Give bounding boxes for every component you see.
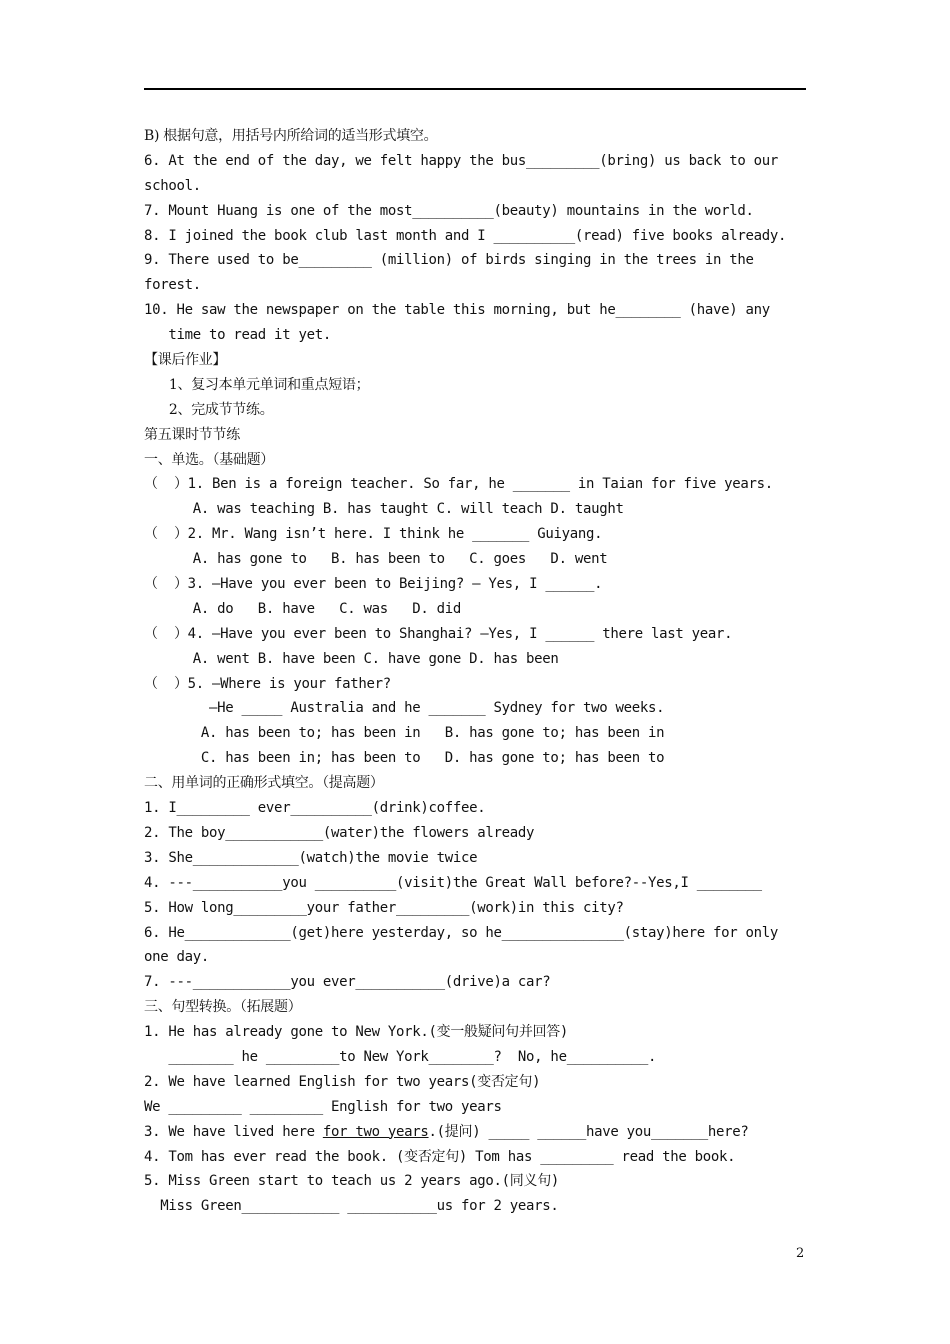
options-line: A. do B. have C. was D. did (144, 600, 462, 617)
exercise-line (144, 1120, 814, 1145)
exercise-line: 4. ---___________you __________(visit)the Great Wall before?--Yes,I ________ (144, 874, 762, 891)
question-line: —He _____ Australia and he _______ Sydney for two weeks. (144, 700, 665, 717)
exercise-line: 4. Tom has ever read the book. (变否定句) Tom has _________ read the book. (144, 1148, 736, 1165)
homework-item: 2、完成节节练。 (144, 401, 274, 418)
options-line: A. has gone to B. has been to C. goes D. went (144, 551, 608, 568)
exercise-line: Miss Green____________ ___________us for 2 years. (144, 1198, 559, 1215)
exercise-line: 2. We have learned English for two years(变否定句) (144, 1073, 541, 1090)
exercise-line: We _________ _________ English for two years (144, 1098, 502, 1115)
question-line: （ ）3. —Have you ever been to Beijing? — Yes, I ______. (144, 576, 603, 593)
section-heading: 一、单选。（基础题） (144, 451, 274, 468)
exercise-line: school. (144, 177, 201, 194)
lesson-title: 第五课时节节练 (144, 426, 240, 443)
exercise-line: 7. ---____________you ever___________(drive)a car? (144, 974, 551, 991)
exercise-line: forest. (144, 277, 201, 294)
question-line: （ ）4. —Have you ever been to Shanghai? —Yes, I ______ there last year. (144, 625, 733, 642)
homework-item: 1、复习本单元单词和重点短语； (144, 376, 370, 393)
options-line: A. went B. have been C. have gone D. has been (144, 650, 559, 667)
section-heading: 二、用单词的正确形式填空。（提高题） (144, 775, 384, 792)
question-line: （ ）5. —Where is your father? (144, 675, 391, 692)
homework-heading: 【课后作业】 (144, 352, 227, 369)
page-number: 2 (796, 1246, 805, 1261)
section-heading: 三、句型转换。（拓展题） (144, 999, 302, 1016)
exercise-line: 2. The boy____________(water)the flowers already (144, 824, 535, 841)
exercise-line: 3. She_____________(watch)the movie twice (144, 849, 478, 866)
exercise-line: ________ he _________to New York________? No, he__________. (144, 1048, 657, 1065)
exercise-line: 9. There used to be_________ (million) of birds singing in the trees in the (144, 252, 754, 269)
exercise-line: 7. Mount Huang is one of the most__________(beauty) mountains in the world. (144, 202, 754, 219)
exercise-line: 10. He saw the newspaper on the table this morning, but he________ (have) any (144, 302, 770, 319)
exercise-line: one day. (144, 949, 210, 966)
exercise-line: 6. He_____________(get)here yesterday, so he_______________(stay)here for only (144, 924, 779, 941)
options-line: C. has been in; has been to D. has gone to; has been to (144, 750, 665, 767)
exercise-text: .(提问) _____ ______have you_______here? (428, 1123, 749, 1140)
question-line: （ ）2. Mr. Wang isn’t here. I think he _______ Guiyang. (144, 526, 603, 543)
header-rule (144, 88, 806, 90)
exercise-line: 5. How long_________your father_________(work)in this city? (144, 899, 624, 916)
options-line: A. was teaching B. has taught C. will teach D. taught (144, 501, 624, 518)
exercise-line: 6. At the end of the day, we felt happy the bus_________(bring) us back to our (144, 152, 779, 169)
exercise-line: 8. I joined the book club last month and I __________(read) five books already. (144, 227, 787, 244)
underlined-phrase: for two years (322, 1123, 429, 1140)
question-line: （ ）1. Ben is a foreign teacher. So far, he _______ in Taian for five years. (144, 476, 773, 493)
exercise-line: 5. Miss Green start to teach us 2 years ago.(同义句) (144, 1173, 560, 1190)
options-line: A. has been to; has been in B. has gone to; has been in (144, 725, 665, 742)
section-b-instruction: B) 根据句意，用括号内所给词的适当形式填空。 (144, 128, 438, 144)
exercise-line: 1. He has already gone to New York.(变一般疑问句并回答) (144, 1024, 569, 1041)
exercise-line: 1. I_________ ever__________(drink)coffee. (144, 800, 486, 817)
exercise-text: 3. We have lived here (144, 1123, 323, 1140)
worksheet-body (144, 124, 814, 1219)
exercise-line: time to read it yet. (144, 327, 331, 344)
